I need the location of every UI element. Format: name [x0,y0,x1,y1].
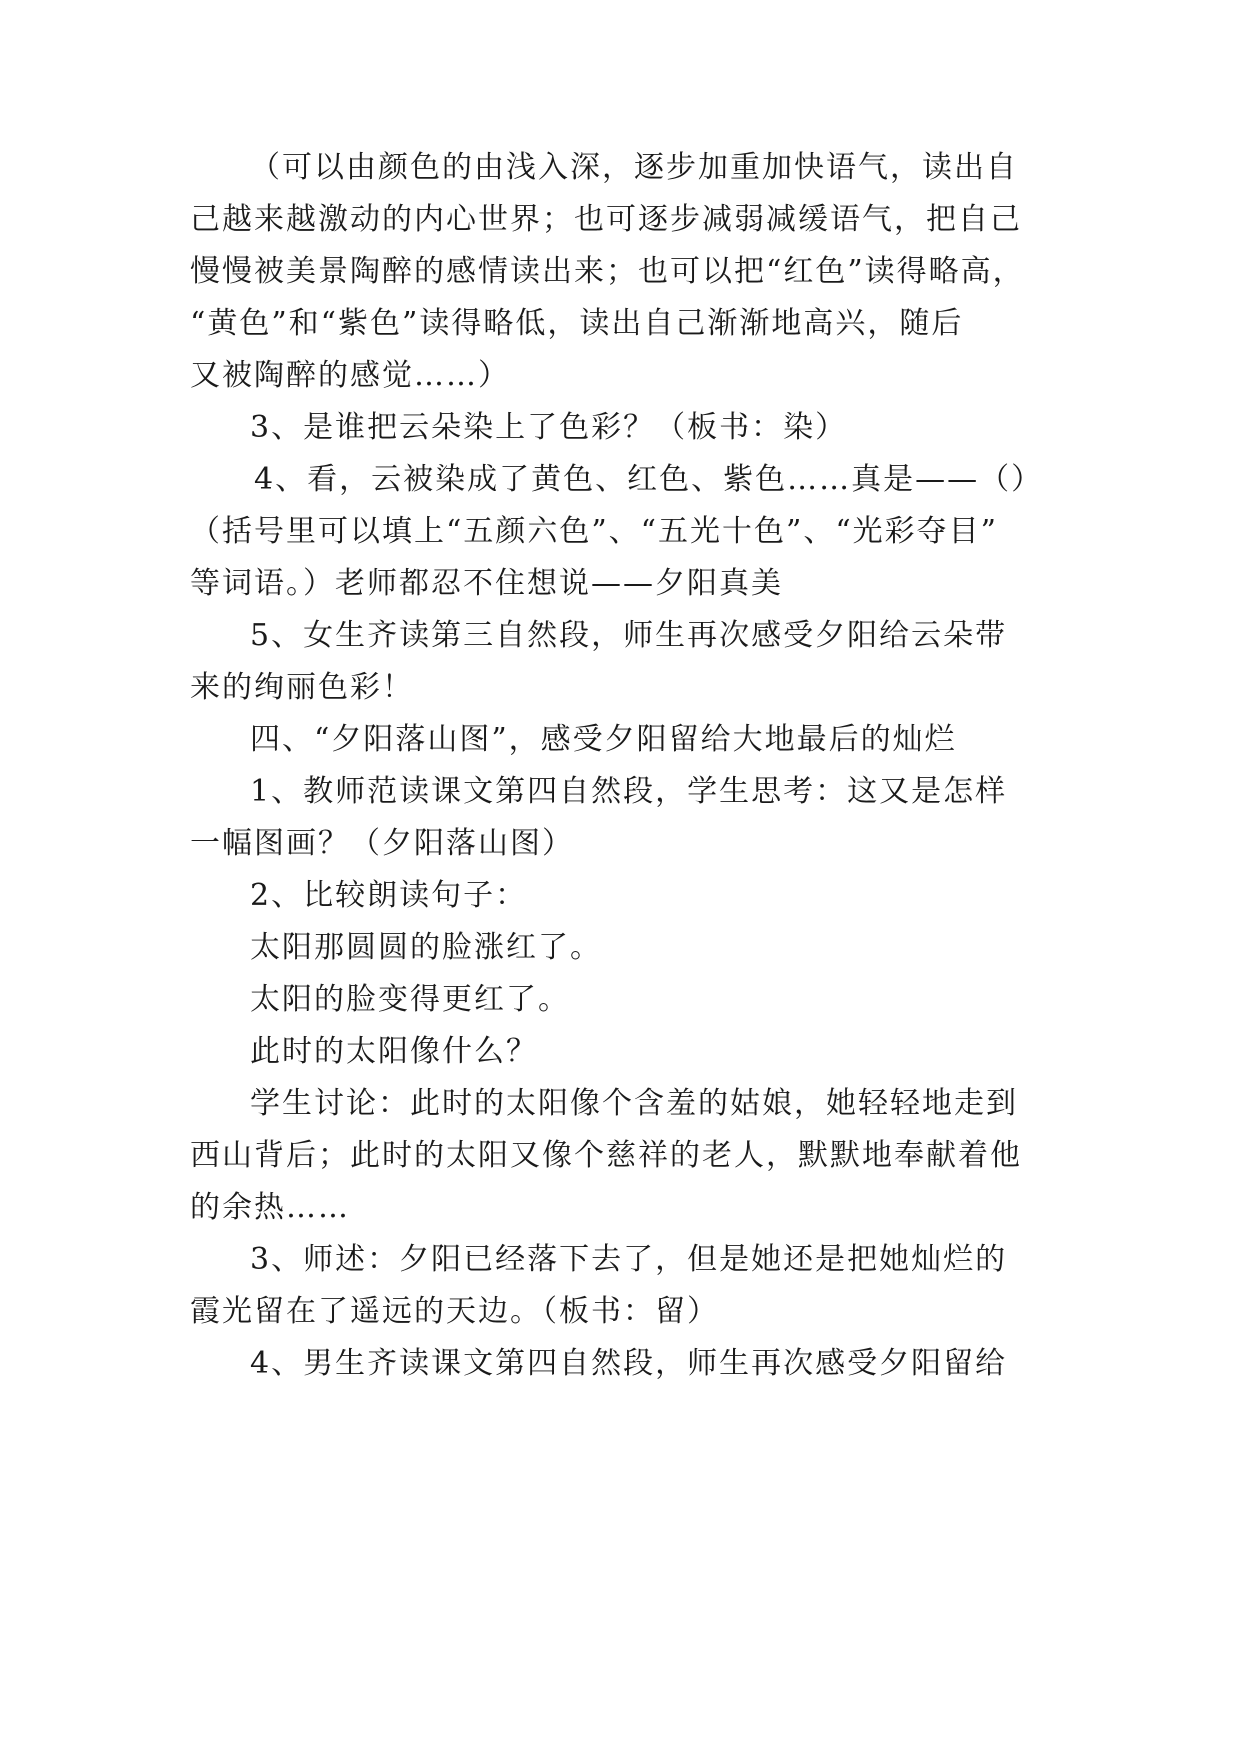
text-line: 学生讨论：此时的太阳像个含羞的姑娘，她轻轻地走到 [250,1086,1018,1121]
text-line: 一幅图画？（夕阳落山图） [190,826,574,861]
text-line: （括号里可以填上“五颜六色”、“五光十色”、“光彩夺目” [190,514,999,549]
text-line: 3、师述：夕阳已经落下去了，但是她还是把她灿烂的 [250,1242,1008,1277]
text-line: 又被陶醉的感觉……） [190,358,510,393]
text-line: 来的绚丽色彩！ [190,670,414,705]
text-line: （可以由颜色的由浅入深，逐步加重加快语气，读出自 [250,150,1018,185]
section-heading: 四、“夕阳落山图”，感受夕阳留给大地最后的灿烂 [250,722,957,757]
text-line: 3、是谁把云朵染上了色彩？（板书：染） [250,410,848,445]
text-line: 等词语。）老师都忍不住想说——夕阳真美 [190,566,783,601]
text-line: 慢慢被美景陶醉的感情读出来；也可以把“红色”读得略高， [190,254,1025,289]
text-line: 1、教师范读课文第四自然段，学生思考：这又是怎样 [250,774,1008,809]
text-line: 的余热…… [190,1190,350,1225]
text-line: 2、比较朗读句子： [250,878,528,913]
text-line: 此时的太阳像什么？ [250,1034,538,1069]
text-line: 西山背后；此时的太阳又像个慈祥的老人，默默地奉献着他 [190,1138,1022,1173]
text-line: 5、女生齐读第三自然段，师生再次感受夕阳给云朵带 [250,618,1008,653]
text-line: 太阳那圆圆的脸涨红了。 [250,930,602,965]
text-line: 己越来越激动的内心世界；也可逐步减弱减缓语气，把自己 [190,202,1022,237]
text-line: 4、看，云被染成了黄色、红色、紫色……真是——（） [254,462,1044,497]
text-line: “黄色”和“紫色”读得略低，读出自己渐渐地高兴，随后 [190,306,964,341]
text-line: 太阳的脸变得更红了。 [250,982,570,1017]
text-line: 霞光留在了遥远的天边。（板书：留） [190,1294,719,1329]
text-line: 4、男生齐读课文第四自然段，师生再次感受夕阳留给 [250,1346,1008,1381]
